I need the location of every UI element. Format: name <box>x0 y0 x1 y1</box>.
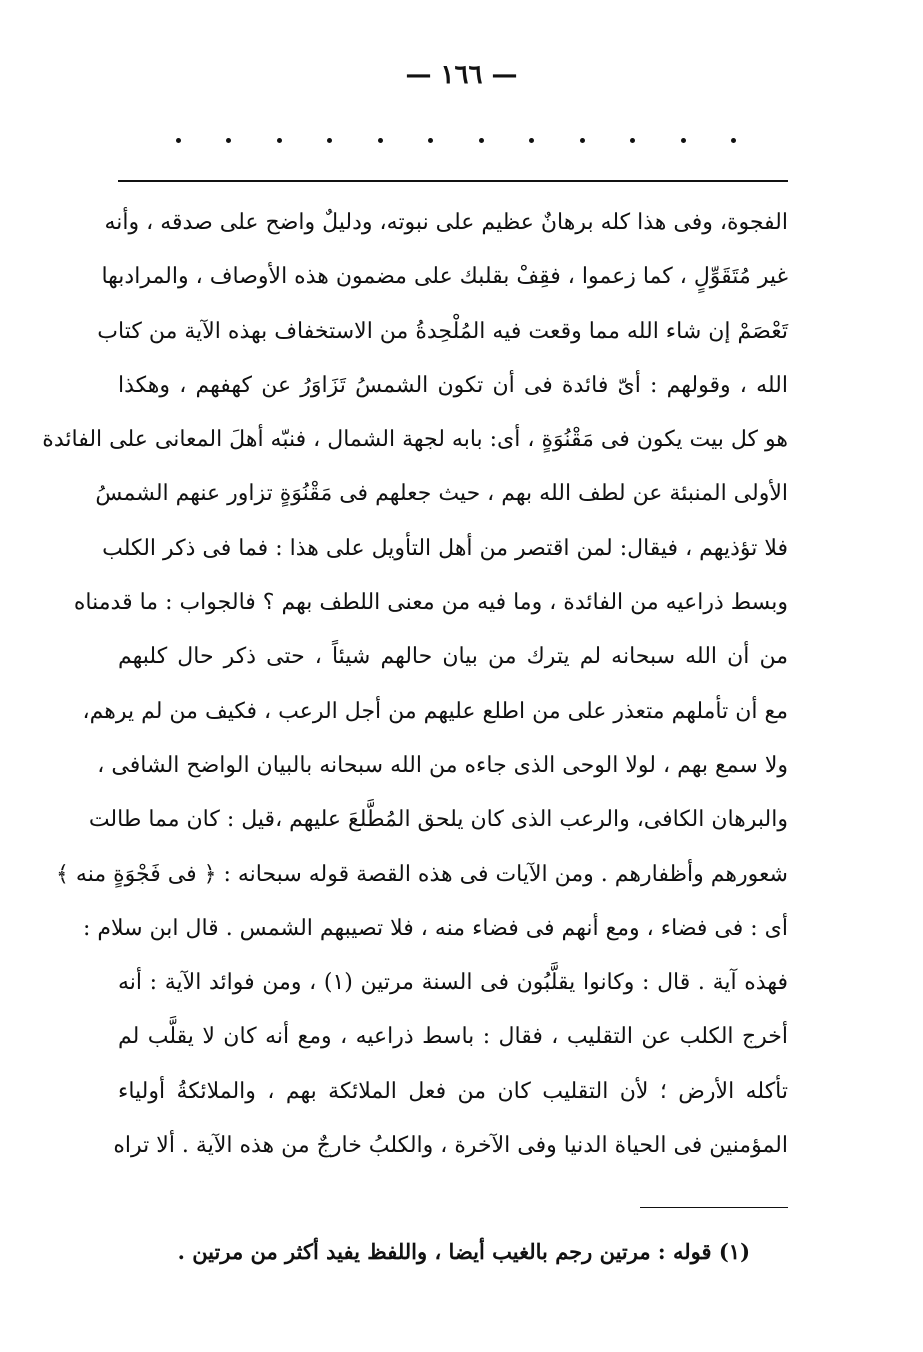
text-line: شعورهم وأظفارهم . ومن الآيات فى هذه القصة قوله سبحانه : ﴿ فى فَجْوَةٍ منه ﴾ <box>56 861 788 887</box>
text-line: تأكله الأرض ؛ لأن التقليب كان من فعل الملائكة بهم ، والملائكةُ أولياء <box>118 1078 788 1104</box>
ornament-dot <box>630 138 635 143</box>
text-line: وبسط ذراعيه من الفائدة ، وما فيه من معنى اللطف بهم ؟ فالجواب : ما قدمناه <box>73 590 788 616</box>
ornament-dot <box>327 138 332 143</box>
text-line: فلا تؤذيهم ، فيقال: لمن اقتصر من أهل التأويل على هذا : فما فى ذكر الكلب <box>102 535 788 561</box>
ornament-dot <box>731 138 736 143</box>
text-line: تَعْصَمْ إن شاء الله مما وقعت فيه المُلْحِدةُ من الاستخفاف بهذه الآية من كتاب <box>97 318 788 344</box>
page-number: — ١٦٦ — <box>405 60 518 90</box>
header-rule <box>118 180 788 182</box>
ornament-dot <box>226 138 231 143</box>
ornament-dot <box>529 138 534 143</box>
ornament-dot <box>580 138 585 143</box>
ornament-dot <box>428 138 433 143</box>
text-line: المؤمنين فى الحياة الدنيا وفى الآخرة ، والكلبُ خارجٌ من هذه الآية . ألا تراه <box>113 1133 788 1159</box>
footnote: (١) قوله : مرتين رجم بالغيب أيضا ، واللفظ يفيد أكثر من مرتين . <box>177 1239 750 1264</box>
text-line: الأولى المنبئة عن لطف الله بهم ، حيث جعلهم فى مَقْنُوَةٍ تزاور عنهم الشمسُ <box>95 481 788 507</box>
ornamental-dots <box>176 138 736 143</box>
text-line: فهذه آية . قال : وكانوا يقلَّبُون فى السنة مرتين (١) ، ومن فوائد الآية : أنه <box>118 970 788 996</box>
text-line: هو كل بيت يكون فى مَقْنُوَةٍ ، أى: بابه لجهة الشمال ، فنبّه أهلَ المعانى على الفائدة <box>42 427 788 453</box>
text-line: مع أن تأملهم متعذر على من اطلع عليهم من أجل الرعب ، فكيف من لم يرهم، <box>82 698 788 724</box>
text-line: والبرهان الكافى، والرعب الذى كان يلحق المُطَّلعَ عليهم ،قيل : كان مما طالت <box>88 807 788 833</box>
text-line: من أن الله سبحانه لم يترك من بيان حالهم شيئاً ، حتى ذكر حال كلبهم <box>118 644 788 670</box>
ornament-dot <box>176 138 181 143</box>
ornament-dot <box>681 138 686 143</box>
ornament-dot <box>378 138 383 143</box>
text-line: ولا سمع بهم ، لولا الوحى الذى جاءه من الله سبحانه بالبيان الواضح الشافى ، <box>97 752 788 778</box>
body-text <box>42 196 788 1173</box>
text-line: غير مُتَقَوِّلٍ ، كما زعموا ، فقِفْ بقلبك على مضمون هذه الأوصاف ، والمرادبها <box>101 264 788 290</box>
text-line: أى : فى فضاء ، ومع أنهم فى فضاء منه ، فلا تصيبهم الشمس . قال ابن سلام : <box>82 915 788 941</box>
text-line: أخرج الكلب عن التقليب ، فقال : باسط ذراعيه ، ومع أنه كان لا يقلَّب لم <box>118 1024 788 1050</box>
text-line: الله ، وقولهم : أىّ فائدة فى أن تكون الشمسُ تَزَاوَرُ عن كهفهم ، وهكذا <box>118 372 788 398</box>
ornament-dot <box>277 138 282 143</box>
footnote-rule <box>640 1207 788 1208</box>
text-line: الفجوة، وفى هذا كله برهانٌ عظيم على نبوته، ودليلٌ واضح على صدقه ، وأنه <box>104 210 788 235</box>
ornament-dot <box>479 138 484 143</box>
